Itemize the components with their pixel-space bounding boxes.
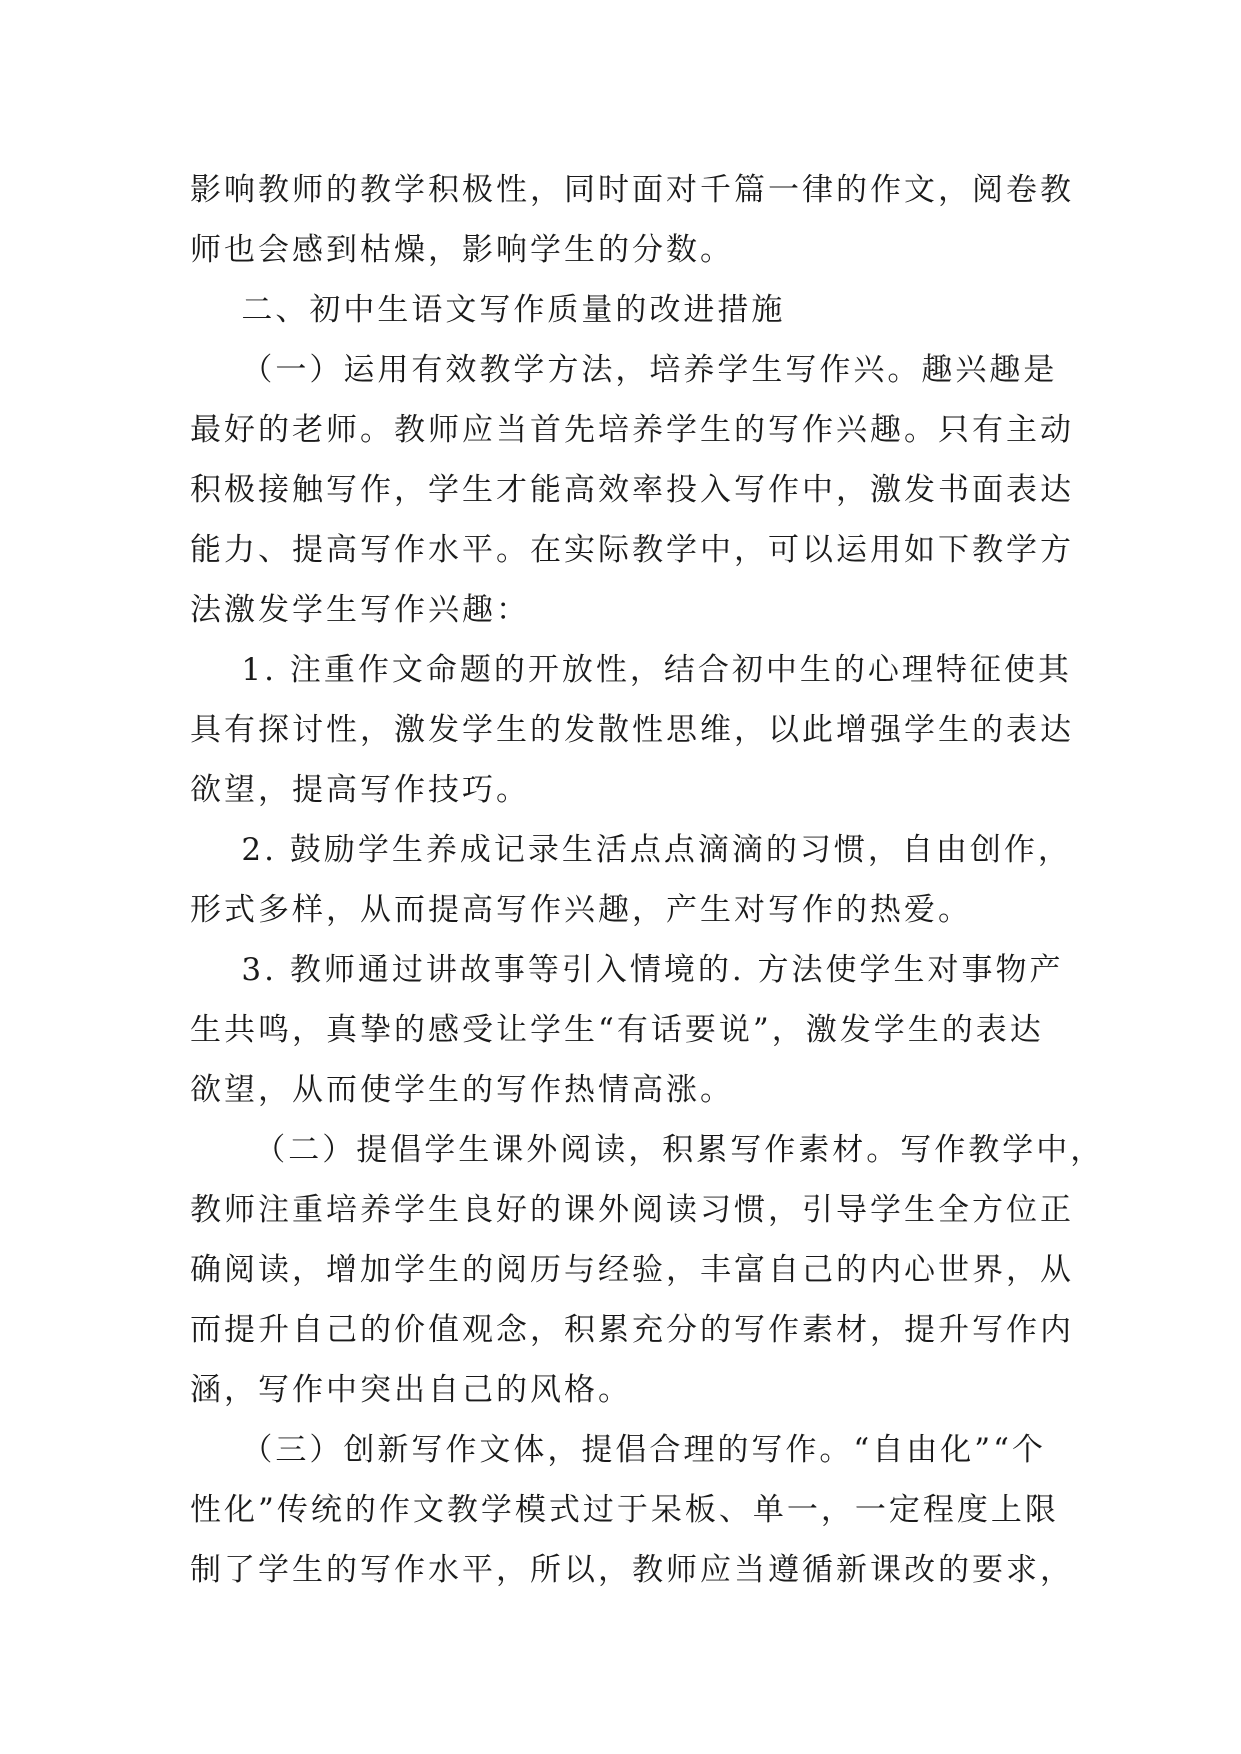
subsection-2: （二）提倡学生课外阅读，积累写作素材。写作教学中，: [190, 1132, 1105, 1168]
text-line: （一）运用有效教学方法，培养学生写作兴。趣兴趣是: [190, 352, 1058, 388]
text-line: 积极接触写作，学生才能高效率投入写作中，激发书面表达: [190, 472, 1074, 508]
subsection-3: （三）创新写作文体，提倡合理的写作。“自由化”“个: [190, 1432, 1046, 1468]
text-line: 师也会感到枯燥，影响学生的分数。: [190, 232, 734, 268]
text-line: 能力、提高写作水平。在实际教学中，可以运用如下教学方: [190, 532, 1074, 568]
text-line: 制了学生的写作水平，所以，教师应当遵循新课改的要求，: [190, 1552, 1074, 1588]
section-heading: 二、初中生语文写作质量的改进措施: [190, 292, 786, 328]
text-line: 确阅读，增加学生的阅历与经验，丰富自己的内心世界，从: [190, 1252, 1074, 1288]
text-line: 影响教师的教学积极性，同时面对千篇一律的作文，阅卷教: [190, 172, 1074, 208]
text-line: 生共鸣，真挚的感受让学生“有话要说”，激发学生的表达: [190, 1012, 1044, 1048]
text-line: 法激发学生写作兴趣：: [190, 592, 530, 628]
body-text: [190, 160, 1105, 1600]
text-line: 形式多样，从而提高写作兴趣，产生对写作的热爱。: [190, 892, 972, 928]
list-item-1: 1. 注重作文命题的开放性，结合初中生的心理特征使其: [190, 652, 1072, 688]
list-item-3: 3. 教师通过讲故事等引入情境的. 方法使学生对事物产: [190, 952, 1064, 988]
text-line: 教师注重培养学生良好的课外阅读习惯，引导学生全方位正: [190, 1192, 1074, 1228]
text-line: 涵，写作中突出自己的风格。: [190, 1372, 632, 1408]
text-line: 欲望，提高写作技巧。: [190, 772, 530, 808]
text-line: 性化”传统的作文教学模式过于呆板、单一，一定程度上限: [190, 1492, 1059, 1528]
text-line: 而提升自己的价值观念，积累充分的写作素材，提升写作内: [190, 1312, 1074, 1348]
text-line: 最好的老师。教师应当首先培养学生的写作兴趣。只有主动: [190, 412, 1074, 448]
text-line: 欲望，从而使学生的写作热情高涨。: [190, 1072, 734, 1108]
text-line: 具有探讨性，激发学生的发散性思维，以此增强学生的表达: [190, 712, 1074, 748]
list-item-2: 2. 鼓励学生养成记录生活点点滴滴的习惯，自由创作，: [190, 832, 1072, 868]
